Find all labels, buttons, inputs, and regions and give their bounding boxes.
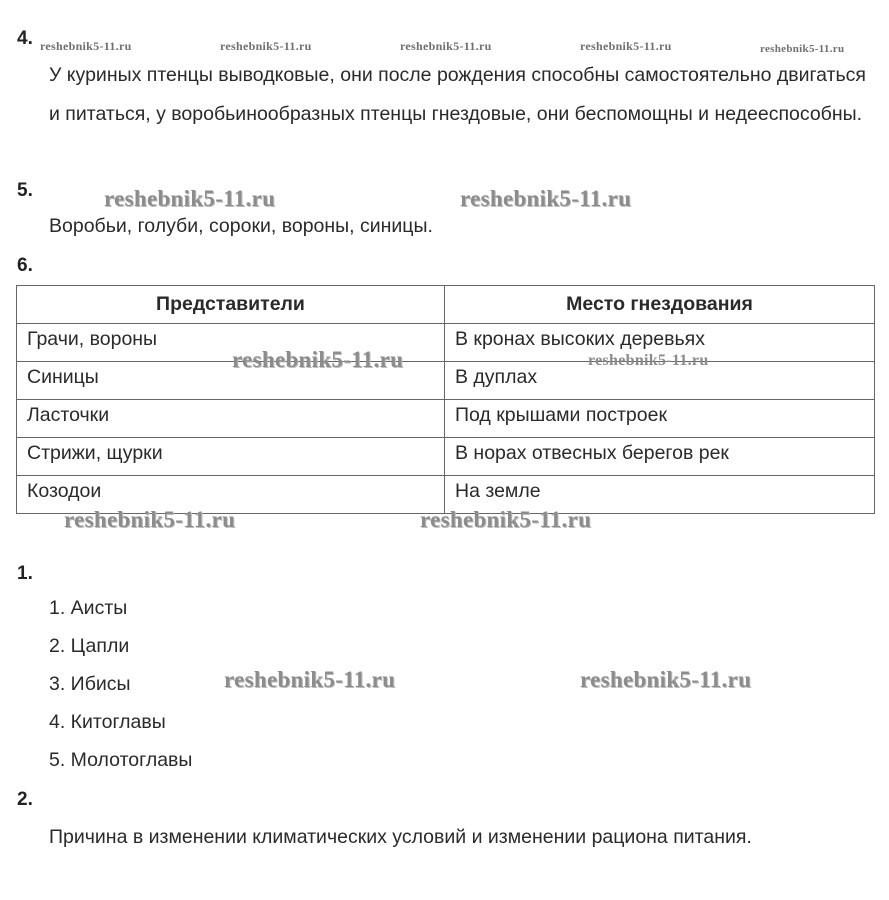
table-cell: Козодои [17, 476, 445, 514]
watermark: reshebnik5-11.ru [420, 507, 592, 532]
table-cell: В норах отвесных берегов рек [445, 438, 875, 476]
table-cell: Стрижи, щурки [17, 438, 445, 476]
table-row [17, 400, 875, 438]
watermark: reshebnik5-11.ru [580, 39, 672, 53]
watermark: reshebnik5-11.ru [220, 39, 312, 53]
question-number-6: 6. [17, 255, 33, 276]
watermark: reshebnik5-11.ru [400, 39, 492, 53]
list-item: 3. Ибисы [49, 673, 131, 695]
table-cell: Грачи, вороны [17, 324, 445, 362]
answer-2-text: Причина в изменении климатических условий и изменении рациона питания. [49, 826, 752, 848]
table-row [17, 324, 875, 362]
table-cell: Ласточки [17, 400, 445, 438]
list-item: 2. Цапли [49, 635, 130, 657]
list-item: 1. Аисты [49, 597, 128, 619]
list-item: 4. Китоглавы [49, 711, 166, 733]
answer-4-text: У куриных птенцы выводковые, они после рождения способны самостоятельно двигаться и питаться, у воробьинообразных птенцы гнездовые, они беспомощны и недееспособны. [49, 64, 866, 125]
section-number-1: 1. [17, 563, 33, 584]
watermark: reshebnik5-11.ru [224, 667, 396, 692]
watermark: reshebnik5-11.ru [588, 352, 709, 369]
section-number-2: 2. [17, 789, 33, 810]
watermark: reshebnik5-11.ru [232, 347, 404, 372]
watermark: reshebnik5-11.ru [104, 186, 276, 211]
column-header-representatives: Представители [17, 286, 445, 324]
table-row [17, 438, 875, 476]
table-cell: Под крышами построек [445, 400, 875, 438]
table-cell: В дуплах [445, 362, 875, 400]
table-cell: На земле [445, 476, 875, 514]
table-cell: Синицы [17, 362, 445, 400]
table-row [17, 362, 875, 400]
list-item: 5. Молотоглавы [49, 749, 193, 771]
column-header-nesting-place: Место гнездования [445, 286, 875, 324]
question-number-4: 4. [17, 28, 33, 49]
question-number-5: 5. [17, 180, 33, 201]
table-cell: В кронах высоких деревьях [445, 324, 875, 362]
watermark: reshebnik5-11.ru [460, 186, 632, 211]
nesting-table [16, 285, 875, 514]
watermark: reshebnik5-11.ru [64, 507, 236, 532]
watermark: reshebnik5-11.ru [760, 43, 845, 55]
table-header-row [17, 286, 875, 324]
answer-5-text: Воробьи, голуби, сороки, вороны, синицы. [49, 215, 433, 237]
watermark: reshebnik5-11.ru [40, 39, 132, 53]
watermark: reshebnik5-11.ru [580, 667, 752, 692]
